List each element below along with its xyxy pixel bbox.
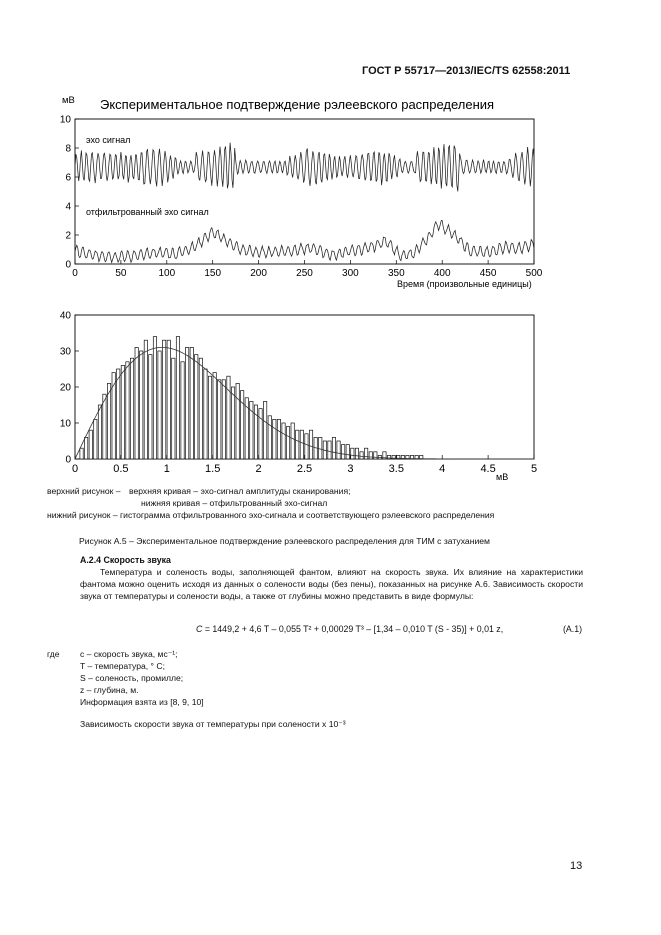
top-xtick-label: 400 xyxy=(433,268,451,279)
histogram-bar xyxy=(268,416,271,459)
top-chart-xlabel: Время (произвольные единицы) xyxy=(397,279,532,289)
histogram-bar xyxy=(199,358,202,459)
histogram-bar xyxy=(305,434,308,459)
top-ytick-label: 8 xyxy=(65,143,71,155)
top-chart-lower-label: отфильтрованный эхо сигнал xyxy=(86,207,209,217)
histogram-bar xyxy=(254,405,257,459)
hist-ytick-label: 30 xyxy=(59,346,71,358)
top-chart-frame xyxy=(75,119,534,264)
top-chart xyxy=(40,90,600,300)
top-xtick-label: 300 xyxy=(342,268,359,279)
histogram-bar xyxy=(282,423,285,459)
histogram-bar xyxy=(374,452,377,459)
histogram-bar xyxy=(342,445,345,459)
histogram-bar xyxy=(346,445,349,459)
histogram-bar xyxy=(236,383,239,459)
histogram-bar xyxy=(204,369,207,459)
figure-caption: Рисунок А.5 – Экспериментальное подтверждение рэлеевского распределения для ТИМ с затуханием xyxy=(79,536,490,546)
legend-line-1-prefix: верхний рисунок – xyxy=(47,486,121,496)
histogram-bar xyxy=(135,347,138,459)
top-xtick-label: 150 xyxy=(204,268,222,279)
histogram-bar xyxy=(286,427,289,459)
histogram-bar xyxy=(319,437,322,459)
histogram-bar xyxy=(94,419,97,459)
histogram-bar xyxy=(208,376,211,459)
histogram-bar xyxy=(158,351,161,459)
formula-number: (А.1) xyxy=(563,624,583,634)
hist-xtick-label: 2 xyxy=(255,463,262,475)
histogram-bar xyxy=(241,391,244,459)
histogram-bar xyxy=(163,340,166,459)
histogram-bar xyxy=(213,373,216,459)
legend-line-1 xyxy=(47,485,350,497)
histogram-bar xyxy=(300,430,303,459)
hist-xtick-label: 4 xyxy=(439,463,446,475)
top-xtick-label: 250 xyxy=(296,268,313,279)
histogram-bar xyxy=(140,351,143,459)
hist-ytick-label: 10 xyxy=(59,418,71,430)
legend-line-1-text: верхняя кривая – эхо-сигнал амплитуды сканирования; xyxy=(128,486,351,496)
hist-xtick-label: 0 xyxy=(71,463,79,475)
top-xtick-label: 350 xyxy=(387,268,405,279)
histogram-bar xyxy=(291,423,294,459)
definition-s: S – соленость, промилле; xyxy=(80,673,184,683)
top-xtick-label: 500 xyxy=(525,268,543,279)
top-ytick-label: 2 xyxy=(65,230,71,242)
source-note: Информация взята из [8, 9, 10] xyxy=(80,697,204,707)
histogram-chart xyxy=(40,305,600,485)
histogram-bar xyxy=(167,340,170,459)
histogram-bar xyxy=(277,419,280,459)
section-heading: А.2.4 Скорость звука xyxy=(80,555,171,565)
top-chart-upper-label: эхо сигнал xyxy=(86,135,131,145)
histogram-bar xyxy=(355,448,358,459)
histogram-bar xyxy=(365,448,368,459)
histogram-bar xyxy=(264,401,267,459)
histogram-bar xyxy=(186,347,189,459)
definition-c: c – скорость звука, мс⁻¹; xyxy=(80,649,178,659)
hist-xtick-label: 5 xyxy=(530,463,538,475)
where-word: где xyxy=(47,649,60,659)
hist-xtick-label: 3.5 xyxy=(388,463,404,475)
histogram-bar xyxy=(130,358,133,459)
histogram-bar xyxy=(273,419,276,459)
legend-line-3: нижний рисунок – гистограмма отфильтрованного эхо-сигнала и соответствующего рэлеевского распределения xyxy=(47,510,495,520)
hist-ytick-label: 0 xyxy=(65,454,71,466)
top-ytick-label: 6 xyxy=(65,172,71,184)
hist-xtick-label: 0.5 xyxy=(113,463,129,475)
histogram-bar xyxy=(172,358,175,459)
histogram-bar xyxy=(360,452,363,459)
filtered-echo-line xyxy=(75,220,534,262)
top-xtick-label: 100 xyxy=(158,268,176,279)
table-intro: Зависимость скорости звука от температуры при солености х 10⁻³ xyxy=(80,719,346,729)
histogram-bar xyxy=(176,337,179,459)
document-header: ГОСТ Р 55717—2013/IEC/TS 62558:2011 xyxy=(362,65,571,77)
definition-t: T – температура, ° С; xyxy=(80,661,165,671)
histogram-bar xyxy=(85,437,88,459)
histogram-bar xyxy=(309,430,312,459)
histogram-bar xyxy=(332,437,335,459)
histogram-bar xyxy=(296,430,299,459)
formula xyxy=(196,624,503,634)
histogram-bar xyxy=(181,362,184,459)
echo-signal-line xyxy=(75,143,534,192)
hist-xtick-label: 3 xyxy=(347,463,354,475)
hist-xtick-label: 1.5 xyxy=(205,463,221,475)
hist-xtick-label: 4.5 xyxy=(480,463,496,475)
histogram-bar xyxy=(195,355,198,459)
histogram-bar xyxy=(98,405,101,459)
histogram-bar xyxy=(121,365,124,459)
histogram-bar xyxy=(117,369,120,459)
histogram-bar xyxy=(190,347,193,459)
histogram-bar xyxy=(222,380,225,459)
histogram-bar xyxy=(369,452,372,459)
histogram-xlabel: мВ xyxy=(496,472,509,482)
histogram-bar xyxy=(126,362,129,459)
top-chart-title: Экспериментальное подтверждение рэлеевского распределения xyxy=(100,97,495,112)
histogram-bar xyxy=(153,337,156,459)
histogram-bar xyxy=(231,387,234,459)
top-chart-ylabel: мВ xyxy=(62,95,75,106)
section-paragraph: Температура и соленость воды, заполняющей фантом, влияют на скорость звука. Их влияние на характеристики фантома можно оценить исходя из данных о солености воды (без пены), показанных на рисунке А.6. Зависимость скорости звука от температуры и солености воды, а также от глубины можно представить в виде формулы: xyxy=(80,567,583,602)
hist-ytick-label: 40 xyxy=(59,310,71,322)
histogram-bar xyxy=(328,441,331,459)
hist-xtick-label: 2.5 xyxy=(296,463,313,475)
top-xtick-label: 200 xyxy=(250,268,267,279)
page-number: 13 xyxy=(570,860,583,872)
histogram-bar xyxy=(103,394,106,459)
top-xtick-label: 0 xyxy=(72,268,78,279)
legend-line-2: нижняя кривая – отфильтрованный эхо-сигнал xyxy=(141,498,328,508)
histogram-bar xyxy=(351,448,354,459)
histogram-bar xyxy=(218,380,221,459)
formula-rhs: = 1449,2 + 4,6 T – 0,055 T² + 0,00029 T³ – [1,34 – 0,010 T (S - 35)] + 0,01 z, xyxy=(204,624,504,634)
histogram-bar xyxy=(144,340,147,459)
histogram-bar xyxy=(149,355,152,459)
histogram-bar xyxy=(259,409,262,459)
top-xtick-label: 50 xyxy=(115,268,127,279)
top-ytick-label: 10 xyxy=(59,114,71,126)
top-ytick-label: 0 xyxy=(65,259,71,271)
top-ytick-label: 4 xyxy=(65,201,71,213)
histogram-bar xyxy=(337,441,340,459)
histogram-bar xyxy=(89,430,92,459)
top-xtick-label: 450 xyxy=(479,268,497,279)
definition-z: z – глубина, м. xyxy=(80,685,139,695)
formula-lhs: C xyxy=(196,624,203,634)
hist-ytick-label: 20 xyxy=(59,382,71,394)
histogram-bar xyxy=(80,448,83,459)
hist-xtick-label: 1 xyxy=(163,463,170,475)
